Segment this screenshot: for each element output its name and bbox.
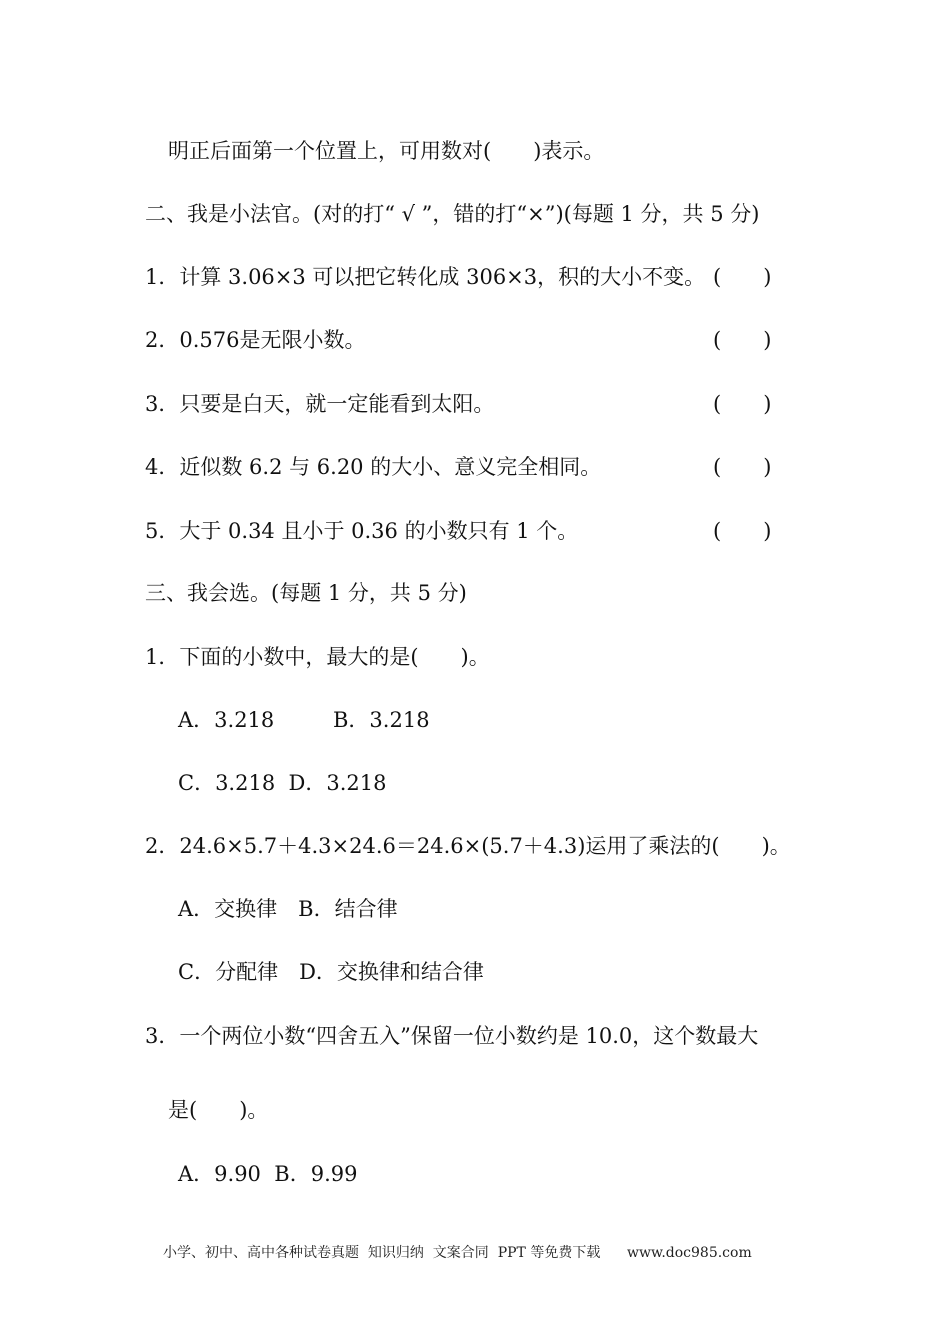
mc-q2-options-c-d[interactable]: C．分配律 D．交换律和结合律 (178, 960, 484, 984)
mc-question-1: 1．下面的小数中，最大的是( )。 (145, 645, 490, 669)
tf-answer-blank-5[interactable]: ( ) (713, 519, 772, 543)
mc-question-2: 2．24.6×5.7＋4.3×24.6＝24.6×(5.7＋4.3)运用了乘法的( )。 (145, 834, 791, 858)
continued-question-line: 明正后面第一个位置上，可用数对( )表示。 (168, 139, 605, 163)
mc-q3-options-a-b[interactable]: A．9.90 B．9.99 (178, 1162, 358, 1186)
mc-q1-options-c-d[interactable]: C．3.218 D．3.218 (178, 771, 387, 795)
tf-question-3: 3．只要是白天，就一定能看到太阳。 (145, 392, 495, 416)
section-2-heading: 二、我是小法官。(对的打“ √ ”，错的打“×”)(每题 1 分，共 5 分) (145, 202, 760, 226)
mc-q2-options-a-b[interactable]: A．交换律 B．结合律 (178, 897, 398, 921)
mc-question-3-continued: 是( )。 (168, 1098, 269, 1122)
tf-answer-blank-4[interactable]: ( ) (713, 455, 772, 479)
mc-q1-option-a[interactable]: A．3.218 (178, 708, 275, 732)
tf-question-2: 2．0.576是无限小数。 (145, 328, 366, 352)
tf-answer-blank-2[interactable]: ( ) (713, 328, 772, 352)
tf-question-1: 1．计算 3.06×3 可以把它转化成 306×3，积的大小不变。 (145, 265, 706, 289)
mc-q1-option-b[interactable]: B．3.218 (333, 708, 430, 732)
page-footer: 小学、初中、高中各种试卷真题 知识归纳 文案合同 PPT 等免费下载 www.doc985.com (163, 1245, 752, 1261)
tf-question-5: 5．大于 0.34 且小于 0.36 的小数只有 1 个。 (145, 519, 579, 543)
mc-question-3: 3．一个两位小数“四舍五入”保留一位小数约是 10.0，这个数最大 (145, 1024, 759, 1048)
tf-answer-blank-1[interactable]: ( ) (713, 265, 772, 289)
tf-answer-blank-3[interactable]: ( ) (713, 392, 772, 416)
section-3-heading: 三、我会选。(每题 1 分，共 5 分) (145, 581, 467, 605)
tf-question-4: 4．近似数 6.2 与 6.20 的大小、意义完全相同。 (145, 455, 602, 479)
